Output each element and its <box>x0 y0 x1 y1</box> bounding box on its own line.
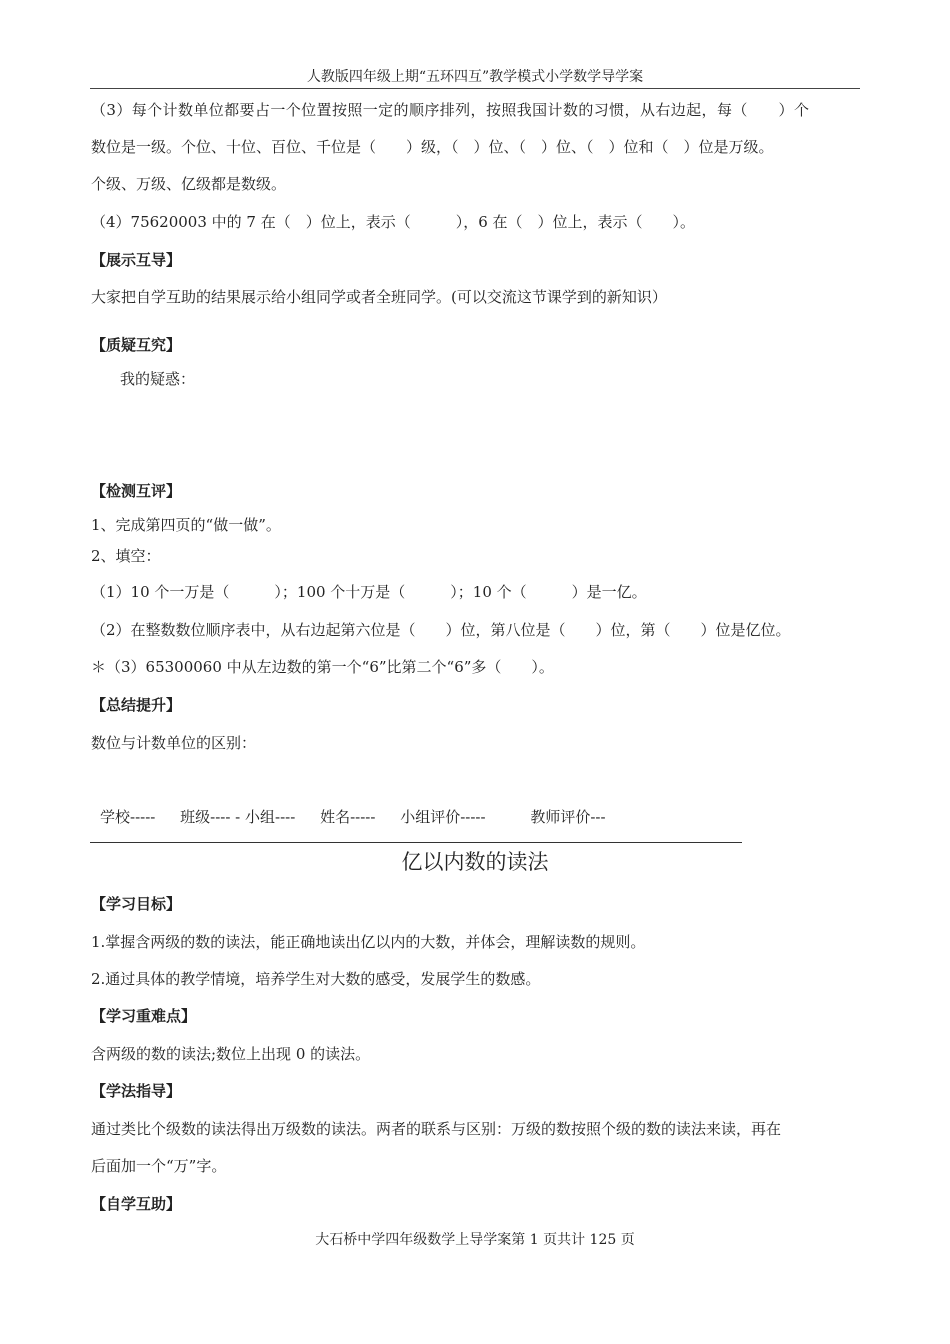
eval-school: 学校----- <box>100 808 156 826</box>
goal-heading: 【学习目标】 <box>91 895 182 913</box>
method-heading: 【学法指导】 <box>91 1082 182 1100</box>
q3-line2: 数位是一级。个位、十位、百位、千位是（ ）级，（ ）位、（ ）位、（ ）位和（ ）位是万级。 <box>91 138 774 156</box>
header-divider <box>90 88 860 89</box>
q3-line1: （3）每个计数单位都要占一个位置按照一定的顺序排列，按照我国计数的习惯，从右边起，每（ ）个 <box>91 101 810 119</box>
doubt-heading: 【质疑互究】 <box>91 336 182 354</box>
method-line-2: 后面加一个“万”字。 <box>91 1157 227 1175</box>
doubt-text: 我的疑惑： <box>120 370 196 388</box>
page-header: 人教版四年级上期“五环四互”教学模式小学数学导学案 <box>306 69 644 85</box>
goal-2: 2.通过具体的教学情境，培养学生对大数的感受，发展学生的数感。 <box>91 970 541 988</box>
eval-name: 姓名----- <box>320 808 376 826</box>
page-footer: 大石桥中学四年级数学上导学案第 1 页共计 125 页 <box>315 1232 635 1248</box>
summary-text: 数位与计数单位的区别： <box>91 734 257 752</box>
q4-line: （4）75620003 中的 7 在（ ）位上，表示（ ），6 在（ ）位上，表示（ ）。 <box>91 213 696 231</box>
method-line-1: 通过类比个级数的读法得出万级数的读法。两者的联系与区别：万级的数按照个级的数的读法来读，再在 <box>91 1120 782 1138</box>
summary-heading: 【总结提升】 <box>91 696 182 714</box>
check-item-2: 2、填空： <box>91 547 161 565</box>
eval-group: 小组评价----- <box>400 808 486 826</box>
show-text: 大家把自学互助的结果展示给小组同学或者全班同学。(可以交流这节课学到的新知识） <box>91 288 667 306</box>
evaluation-divider <box>90 842 742 843</box>
check-item-1: 1、完成第四页的“做一做”。 <box>91 516 281 534</box>
self-study-heading: 【自学互助】 <box>91 1195 182 1213</box>
key-points-heading: 【学习重难点】 <box>91 1007 197 1025</box>
fill-item-3: ＊（3）65300060 中从左边数的第一个“6”比第二个“6”多（ ）。 <box>91 658 554 676</box>
fill-item-2: （2）在整数数位顺序表中，从右边起第六位是（ ）位，第八位是（ ）位，第（ ）位是亿位。 <box>91 621 791 639</box>
evaluation-row <box>100 806 626 827</box>
check-heading: 【检测互评】 <box>91 482 182 500</box>
show-heading: 【展示互导】 <box>91 251 182 269</box>
q3-line3: 个级、万级、亿级都是数级。 <box>91 175 287 193</box>
section-title: 亿以内数的读法 <box>401 850 549 874</box>
fill-item-1: （1）10 个一万是（ ）；100 个十万是（ ）；10 个（ ）是一亿。 <box>91 583 647 601</box>
eval-class-group: 班级---- - 小组---- <box>180 808 296 826</box>
goal-1: 1.掌握含两级的数的读法，能正确地读出亿以内的大数，并体会，理解读数的规则。 <box>91 933 646 951</box>
key-points-text: 含两级的数的读法;数位上出现 0 的读法。 <box>91 1045 371 1063</box>
eval-teacher: 教师评价--- <box>530 808 606 826</box>
